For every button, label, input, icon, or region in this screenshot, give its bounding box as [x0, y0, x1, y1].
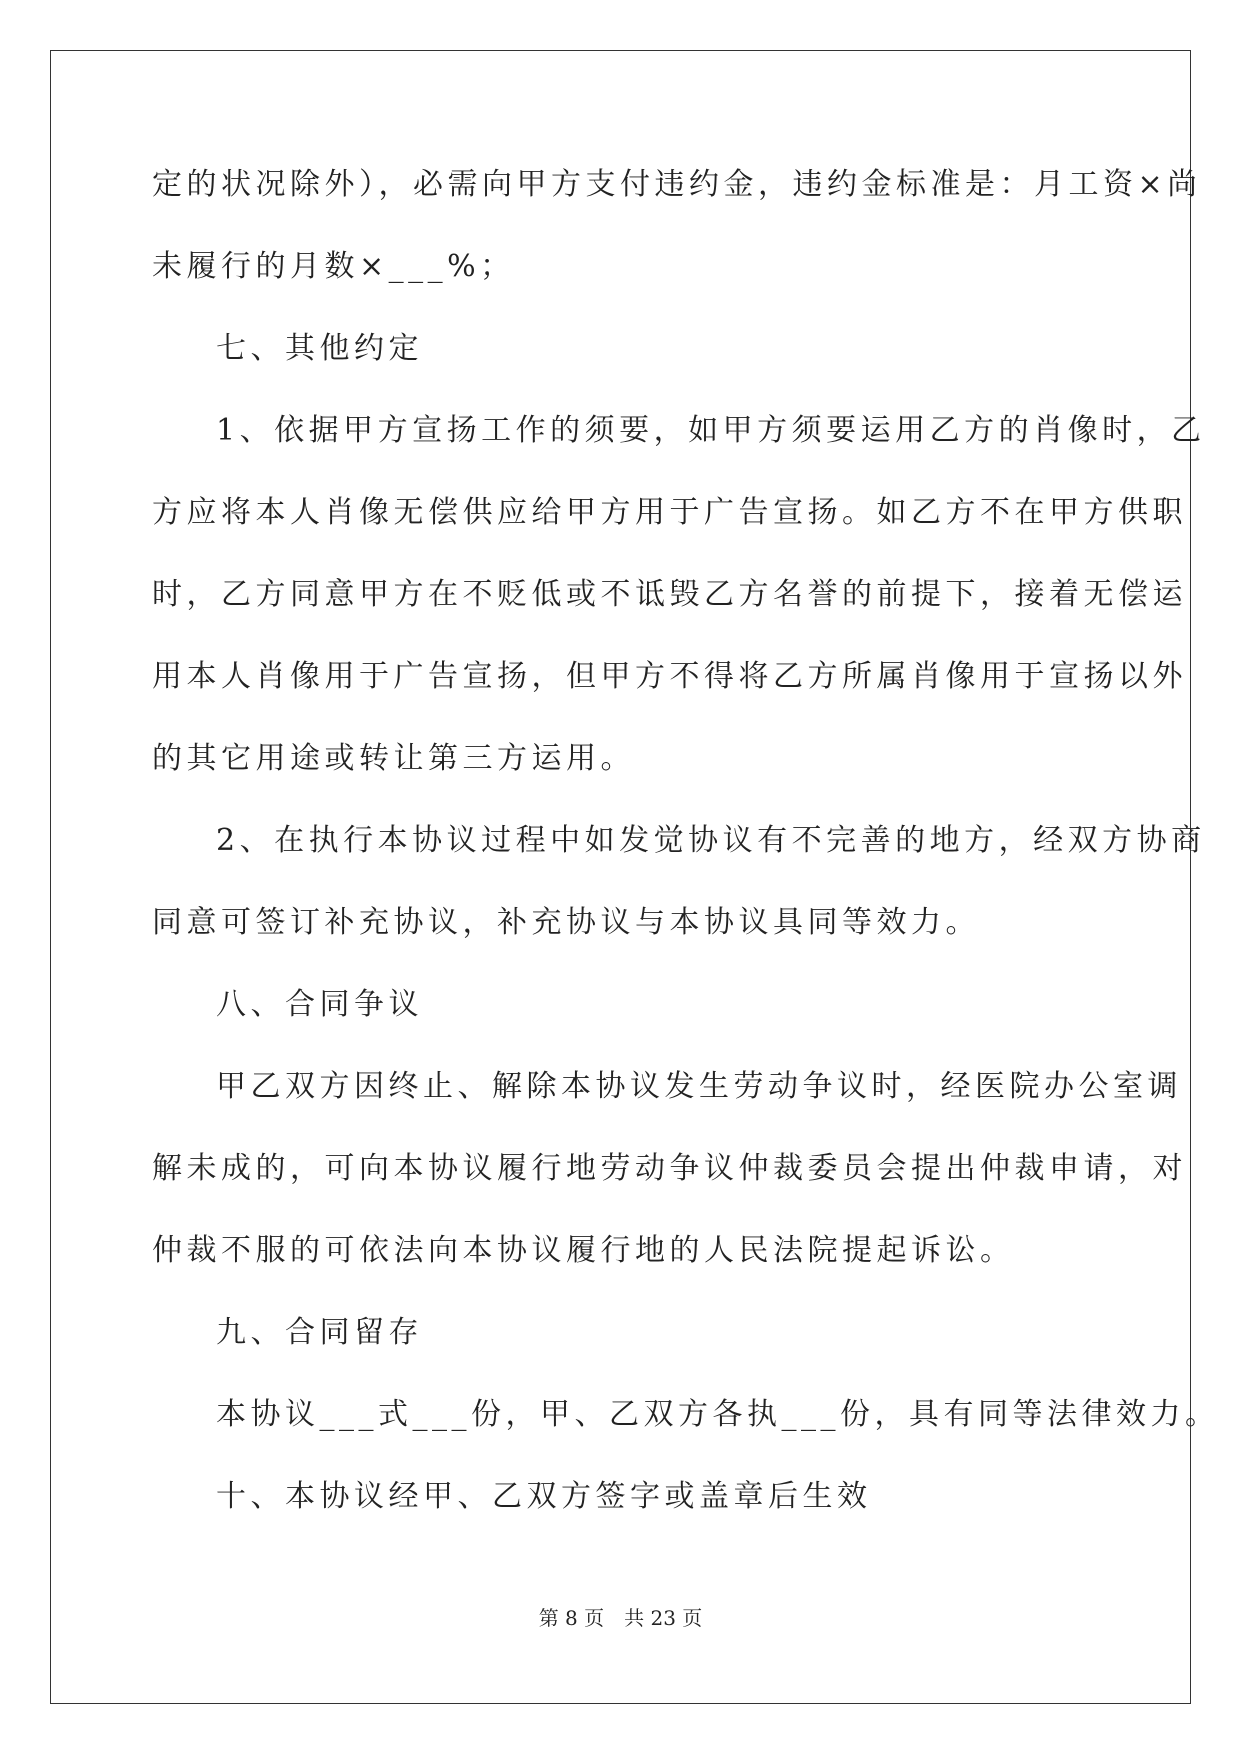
- text-line: 方应将本人肖像无偿供应给甲方用于广告宣扬。如乙方不在甲方供职: [152, 495, 1187, 530]
- text-line: 甲乙双方因终止、解除本协议发生劳动争议时，经医院办公室调: [216, 1069, 1182, 1104]
- text-line: 未履行的月数×___%；: [152, 249, 515, 284]
- text-line: 用本人肖像用于广告宣扬，但甲方不得将乙方所属肖像用于宣扬以外: [152, 659, 1187, 694]
- text-line: 仲裁不服的可依法向本协议履行地的人民法院提起诉讼。: [152, 1233, 1015, 1268]
- page-number: 第 8 页 共 23 页: [538, 1606, 703, 1630]
- text-line: 本协议___式___份，甲、乙双方各执___份，具有同等法律效力。: [216, 1397, 1220, 1432]
- text-line: 1、依据甲方宣扬工作的须要，如甲方须要运用乙方的肖像时，乙: [216, 413, 1206, 448]
- section-heading-other-terms: 七、其他约定: [216, 331, 423, 366]
- text-line: 的其它用途或转让第三方运用。: [152, 741, 635, 776]
- section-heading-retention: 九、合同留存: [216, 1315, 423, 1350]
- text-line: 定的状况除外），必需向甲方支付违约金，违约金标准是：月工资×尚: [152, 167, 1202, 202]
- text-line: 同意可签订补充协议，补充协议与本协议具同等效力。: [152, 905, 980, 940]
- page-footer: [0, 1602, 1241, 1631]
- section-heading-dispute: 八、合同争议: [216, 987, 423, 1022]
- text-line: 2、在执行本协议过程中如发觉协议有不完善的地方，经双方协商: [216, 823, 1206, 858]
- section-heading-effective: 十、本协议经甲、乙双方签字或盖章后生效: [216, 1479, 872, 1514]
- text-line: 解未成的，可向本协议履行地劳动争议仲裁委员会提出仲裁申请，对: [152, 1151, 1187, 1186]
- document-body: [152, 160, 1220, 1554]
- text-line: 时，乙方同意甲方在不贬低或不诋毁乙方名誉的前提下，接着无偿运: [152, 577, 1187, 612]
